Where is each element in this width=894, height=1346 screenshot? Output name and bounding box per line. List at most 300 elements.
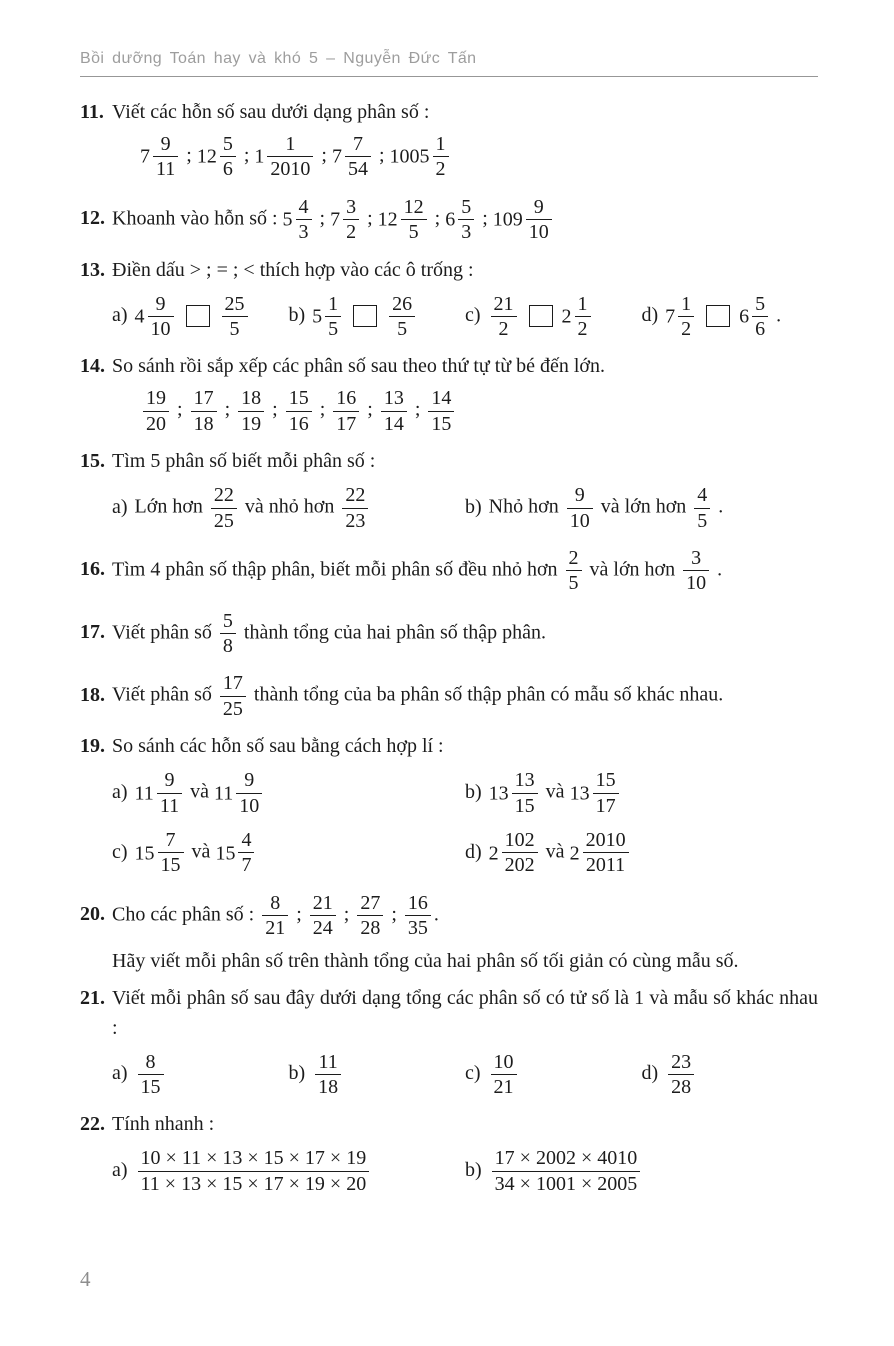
- numerator: 1: [328, 292, 339, 315]
- denominator: 54: [345, 156, 371, 181]
- denominator: 21: [491, 1074, 517, 1099]
- mixed-number: [196, 133, 239, 181]
- option-a: [112, 1143, 465, 1199]
- answer-box: [353, 305, 377, 327]
- text: ;: [409, 398, 426, 421]
- options-row: [112, 1047, 818, 1103]
- problem-13: [80, 255, 818, 345]
- whole-part: 7: [665, 305, 676, 328]
- whole-part: 1005: [389, 145, 430, 168]
- problem-text: [80, 983, 818, 1043]
- mixed-number: [377, 195, 430, 244]
- denominator: 11: [153, 156, 178, 181]
- whole-part: 7: [330, 208, 341, 231]
- text: So sánh rồi sắp xếp các phân số sau theo thứ tự từ bé đến lớn.: [112, 355, 605, 378]
- answer-box: [186, 305, 210, 327]
- numerator: 9: [533, 195, 544, 218]
- numerator: 16: [336, 387, 357, 410]
- numerator: 22: [345, 484, 366, 507]
- denominator: 18: [191, 411, 217, 436]
- numerator: 1: [577, 292, 588, 315]
- text: Viết các hỗn số sau dưới dạng phân số :: [112, 101, 430, 123]
- text: ;: [429, 207, 446, 230]
- answer-box: [529, 305, 553, 327]
- denominator: 2011: [583, 852, 629, 877]
- numerator: 21: [493, 292, 514, 315]
- text: Viết phân số: [112, 683, 217, 706]
- option-a: [112, 289, 289, 345]
- problem-number: 22.: [80, 1113, 105, 1136]
- text: ;: [338, 903, 355, 926]
- fraction: [583, 828, 629, 878]
- numerator: 22: [213, 484, 234, 507]
- fraction-list: [112, 129, 818, 185]
- text: ;: [373, 144, 390, 167]
- text: và: [540, 780, 570, 803]
- whole-part: 2: [561, 305, 572, 328]
- mixed-number: [665, 292, 697, 340]
- whole-part: 11: [213, 782, 234, 805]
- text: Viết mỗi phân số sau đây dưới dạng tổng các phân số có tử số là 1 và mẫu số khác nhau :: [112, 986, 818, 1039]
- fraction: [333, 386, 359, 436]
- mixed-number: [213, 769, 265, 817]
- text: Viết phân số: [112, 621, 217, 644]
- fraction: [220, 609, 236, 659]
- numerator: 9: [160, 133, 171, 155]
- problem-text: [80, 97, 818, 127]
- whole-part: 11: [134, 782, 154, 805]
- whole-part: 5: [282, 208, 293, 231]
- text: và: [540, 840, 570, 863]
- problem-number: 16.: [80, 558, 105, 581]
- whole-part: 7: [331, 145, 342, 168]
- mixed-number: [739, 292, 771, 340]
- fraction: [381, 386, 407, 436]
- numerator: 16: [407, 891, 428, 914]
- option-c: [465, 289, 642, 345]
- mixed-number: [134, 769, 186, 817]
- numerator: 18: [241, 387, 262, 410]
- fraction: [211, 483, 237, 533]
- mixed-number: [569, 829, 632, 877]
- numerator: 1: [285, 133, 296, 155]
- problem-text: [80, 668, 818, 724]
- denominator: 28: [668, 1074, 694, 1099]
- denominator: 2: [678, 316, 694, 341]
- fraction: [345, 132, 371, 182]
- numerator: 5: [222, 609, 233, 632]
- fraction: [491, 1050, 517, 1100]
- text: ;: [314, 398, 331, 421]
- fraction: [566, 546, 582, 596]
- denominator: 15: [158, 852, 184, 877]
- fraction: [157, 768, 182, 818]
- fraction: [220, 671, 246, 721]
- problem-number: 13.: [80, 258, 105, 281]
- numerator: 5: [461, 195, 472, 218]
- problem-12: [80, 192, 818, 248]
- whole-part: 13: [569, 782, 590, 805]
- problem-14: [80, 351, 818, 439]
- fraction: [512, 768, 538, 818]
- numerator: 19: [146, 387, 166, 410]
- option-d: [465, 825, 818, 881]
- numerator: 12: [403, 195, 424, 218]
- options-row: [112, 480, 818, 536]
- numerator: 7: [165, 829, 176, 852]
- mixed-number: [140, 133, 181, 181]
- fraction: [238, 386, 264, 436]
- running-header: Bồi dưỡng Toán hay và khó 5 – Nguyễn Đức Tấn: [80, 50, 818, 77]
- fraction: [342, 483, 368, 533]
- problem-text: [80, 192, 818, 248]
- problem-text: [112, 946, 818, 976]
- option-label: b): [288, 1062, 306, 1085]
- text: ;: [362, 207, 378, 230]
- mixed-number: [134, 292, 177, 340]
- whole-part: 15: [215, 841, 236, 864]
- denominator: 5: [325, 316, 341, 341]
- text: ;: [362, 398, 378, 421]
- whole-part: 12: [196, 145, 217, 168]
- denominator: 2: [575, 316, 591, 341]
- text: ;: [181, 144, 197, 167]
- answer-box: [706, 305, 730, 327]
- mixed-number: [488, 829, 541, 877]
- whole-part: 6: [739, 305, 750, 328]
- denominator: 34 × 1001 × 2005: [492, 1171, 641, 1196]
- problem-number: 17.: [80, 621, 105, 644]
- denominator: 11: [157, 793, 182, 818]
- mixed-number: [312, 292, 344, 340]
- text: Hãy viết mỗi phân số trên thành tổng của hai phân số tối giản có cùng mẫu số.: [112, 949, 739, 972]
- whole-part: 2: [569, 841, 580, 864]
- problem-text: [80, 731, 818, 761]
- text: Tính nhanh :: [112, 1113, 215, 1136]
- denominator: 15: [512, 793, 538, 818]
- text: ;: [316, 144, 332, 167]
- numerator: 4: [298, 195, 309, 218]
- whole-part: 15: [134, 841, 155, 864]
- text: .: [433, 903, 439, 926]
- denominator: 16: [286, 411, 312, 436]
- numerator: 10 × 11 × 13 × 15 × 17 × 19: [140, 1147, 367, 1170]
- text: Cho các phân số :: [112, 903, 260, 926]
- text: và lớn hơn: [584, 558, 681, 581]
- denominator: 15: [138, 1074, 164, 1099]
- page-number: 4: [80, 1267, 91, 1291]
- option-label: b): [465, 780, 482, 803]
- numerator: 5: [755, 292, 766, 315]
- mixed-number: [282, 195, 315, 244]
- fraction: [428, 386, 454, 436]
- option-b: [465, 480, 818, 536]
- numerator: 26: [392, 292, 413, 315]
- denominator: 10: [526, 219, 552, 244]
- numerator: 1: [681, 292, 692, 315]
- problem-15: [80, 446, 818, 536]
- denominator: 25: [220, 696, 246, 721]
- text: và: [186, 840, 216, 863]
- mixed-number: [215, 829, 257, 877]
- denominator: 6: [220, 156, 236, 181]
- option-d: [642, 289, 819, 345]
- numerator: 4: [697, 484, 708, 507]
- numerator: 15: [595, 769, 616, 792]
- whole-part: 12: [377, 208, 398, 231]
- whole-part: 13: [488, 782, 509, 805]
- fraction: [492, 1146, 641, 1196]
- problem-text: [80, 1109, 818, 1139]
- numerator: 9: [574, 484, 585, 507]
- text: thành tổng của hai phân số thập phân.: [238, 621, 547, 644]
- fraction: [191, 386, 217, 436]
- denominator: 5: [401, 219, 427, 244]
- fraction: [222, 292, 248, 342]
- text: So sánh các hỗn số sau bằng cách hợp lí :: [112, 735, 444, 758]
- option-a: [112, 480, 465, 536]
- denominator: 5: [694, 508, 710, 533]
- fraction: [458, 195, 474, 245]
- option-b: [289, 289, 466, 345]
- options-row: [112, 1143, 818, 1199]
- mixed-number: [134, 829, 187, 877]
- text: Tìm 4 phân số thập phân, biết mỗi phân số đều nhỏ hơn: [112, 558, 563, 581]
- fraction: [325, 292, 341, 342]
- problem-number: 20.: [80, 903, 105, 926]
- denominator: 5: [566, 570, 582, 595]
- text: ;: [172, 398, 188, 421]
- fraction: [158, 828, 184, 878]
- denominator: 8: [220, 633, 236, 658]
- problem-21: [80, 983, 818, 1103]
- option-label: b): [288, 304, 306, 327]
- denominator: 24: [310, 915, 336, 940]
- whole-part: 6: [445, 208, 456, 231]
- denominator: 20: [143, 411, 169, 436]
- whole-part: 109: [492, 208, 523, 231]
- problem-text: [80, 255, 818, 285]
- mixed-number: [445, 195, 477, 244]
- problem-number: 11.: [80, 101, 104, 123]
- text: ;: [238, 144, 255, 167]
- numerator: 23: [671, 1050, 692, 1073]
- denominator: 5: [222, 316, 248, 341]
- numerator: 17: [222, 672, 243, 695]
- fraction: [143, 386, 169, 436]
- text: ;: [477, 207, 493, 230]
- text: Khoanh vào hỗn số :: [112, 207, 283, 230]
- fraction: [262, 891, 288, 941]
- numerator: 17 × 2002 × 4010: [494, 1147, 638, 1170]
- option-label: c): [465, 304, 481, 327]
- numerator: 5: [222, 133, 233, 155]
- numerator: 3: [691, 546, 702, 569]
- fraction: [357, 891, 383, 941]
- numerator: 27: [360, 891, 381, 914]
- denominator: 202: [502, 852, 538, 877]
- option-b: [289, 1047, 466, 1103]
- denominator: 6: [752, 316, 768, 341]
- fraction: [491, 292, 517, 342]
- fraction: [343, 195, 359, 245]
- option-label: a): [112, 495, 128, 518]
- whole-part: 2: [488, 841, 499, 864]
- option-label: a): [112, 1158, 128, 1181]
- fraction: [593, 768, 619, 818]
- fraction: [153, 132, 178, 182]
- fraction: [678, 292, 694, 342]
- problem-20: [80, 888, 818, 976]
- fraction: [405, 891, 431, 941]
- denominator: 17: [593, 793, 619, 818]
- problem-text: [80, 606, 818, 662]
- option-b: [465, 1143, 818, 1199]
- numerator: 21: [312, 891, 333, 914]
- text: .: [713, 495, 724, 518]
- numerator: 8: [270, 891, 281, 914]
- denominator: 3: [296, 219, 312, 244]
- problem-number: 12.: [80, 207, 105, 230]
- denominator: 18: [315, 1074, 341, 1099]
- denominator: 17: [333, 411, 359, 436]
- text: ;: [314, 207, 331, 230]
- denominator: 23: [342, 508, 368, 533]
- problem-19: [80, 731, 818, 881]
- numerator: 13: [514, 769, 535, 792]
- numerator: 3: [346, 195, 357, 218]
- text: Nhỏ hơn: [488, 495, 564, 518]
- text: Điền dấu > ; = ; < thích hợp vào các ô trống :: [112, 258, 474, 281]
- denominator: 3: [458, 219, 474, 244]
- fraction: [138, 1050, 164, 1100]
- fraction: [401, 195, 427, 245]
- mixed-number: [488, 769, 541, 817]
- option-label: a): [112, 1062, 128, 1085]
- mixed-number: [331, 133, 374, 181]
- option-c: [465, 1047, 642, 1103]
- problem-number: 19.: [80, 735, 105, 758]
- fraction: [502, 828, 538, 878]
- fraction-list: [112, 383, 818, 439]
- option-label: d): [465, 840, 482, 863]
- problem-22: [80, 1109, 818, 1199]
- mixed-number: [389, 133, 452, 181]
- fraction: [236, 768, 262, 818]
- whole-part: 4: [134, 305, 145, 328]
- denominator: 21: [262, 915, 288, 940]
- text: ;: [291, 903, 307, 926]
- denominator: 14: [381, 411, 407, 436]
- fraction: [267, 132, 313, 182]
- denominator: 15: [428, 411, 454, 436]
- option-label: a): [112, 780, 128, 803]
- fraction: [433, 132, 449, 182]
- numerator: 14: [431, 387, 452, 410]
- option-d: [642, 1047, 819, 1103]
- denominator: 2010: [267, 156, 313, 181]
- denominator: 5: [389, 316, 415, 341]
- fraction: [286, 386, 312, 436]
- fraction: [296, 195, 312, 245]
- denominator: 2: [343, 219, 359, 244]
- option-label: b): [465, 495, 482, 518]
- numerator: 2: [568, 546, 579, 569]
- text: ;: [386, 903, 402, 926]
- fraction: [315, 1050, 341, 1100]
- problem-number: 14.: [80, 355, 105, 378]
- denominator: 2: [433, 156, 449, 181]
- numerator: 102: [504, 829, 535, 852]
- option-label: d): [641, 1062, 659, 1085]
- fraction: [138, 1146, 370, 1196]
- text: Tìm 5 phân số biết mỗi phân số :: [112, 450, 376, 473]
- numerator: 11: [318, 1050, 338, 1073]
- mixed-number: [561, 292, 594, 340]
- option-label: d): [641, 304, 659, 327]
- numerator: 15: [288, 387, 309, 410]
- fraction: [389, 292, 415, 342]
- numerator: 9: [244, 769, 255, 792]
- text: và nhỏ hơn: [239, 495, 340, 518]
- whole-part: 1: [254, 145, 265, 168]
- fraction: [238, 828, 254, 878]
- problem-text: [80, 888, 818, 944]
- numerator: 4: [241, 829, 252, 852]
- numerator: 8: [145, 1050, 156, 1073]
- text: .: [712, 558, 723, 581]
- denominator: 10: [236, 793, 262, 818]
- numerator: 25: [224, 292, 245, 315]
- option-label: b): [465, 1158, 482, 1181]
- problem-number: 15.: [80, 450, 105, 473]
- option-b: [465, 765, 818, 821]
- fraction: [668, 1050, 694, 1100]
- text: ;: [219, 398, 236, 421]
- option-label: c): [112, 840, 128, 863]
- options-row: [112, 289, 818, 345]
- numerator: 17: [193, 387, 214, 410]
- denominator: 25: [211, 508, 237, 533]
- text: Lớn hơn: [134, 495, 208, 518]
- options-row: [112, 825, 818, 881]
- text: và lớn hơn: [595, 495, 692, 518]
- fraction: [683, 546, 709, 596]
- denominator: 10: [148, 316, 174, 341]
- problem-text: [80, 351, 818, 381]
- denominator: 10: [567, 508, 593, 533]
- mixed-number: [254, 133, 316, 181]
- fraction: [575, 292, 591, 342]
- denominator: 7: [238, 852, 254, 877]
- fraction: [220, 132, 236, 182]
- mixed-number: [330, 195, 362, 244]
- problem-17: [80, 606, 818, 662]
- problem-number: 21.: [80, 986, 105, 1009]
- fraction: [567, 483, 593, 533]
- text: ;: [267, 398, 283, 421]
- numerator: 2010: [585, 829, 626, 852]
- denominator: 28: [357, 915, 383, 940]
- problem-11: [80, 97, 818, 185]
- problems: [80, 97, 818, 1199]
- option-label: c): [465, 1062, 481, 1085]
- whole-part: 7: [140, 145, 150, 168]
- option-a: [112, 1047, 289, 1103]
- denominator: 11 × 13 × 15 × 17 × 19 × 20: [138, 1171, 370, 1196]
- numerator: 9: [164, 769, 175, 792]
- option-a: [112, 765, 465, 821]
